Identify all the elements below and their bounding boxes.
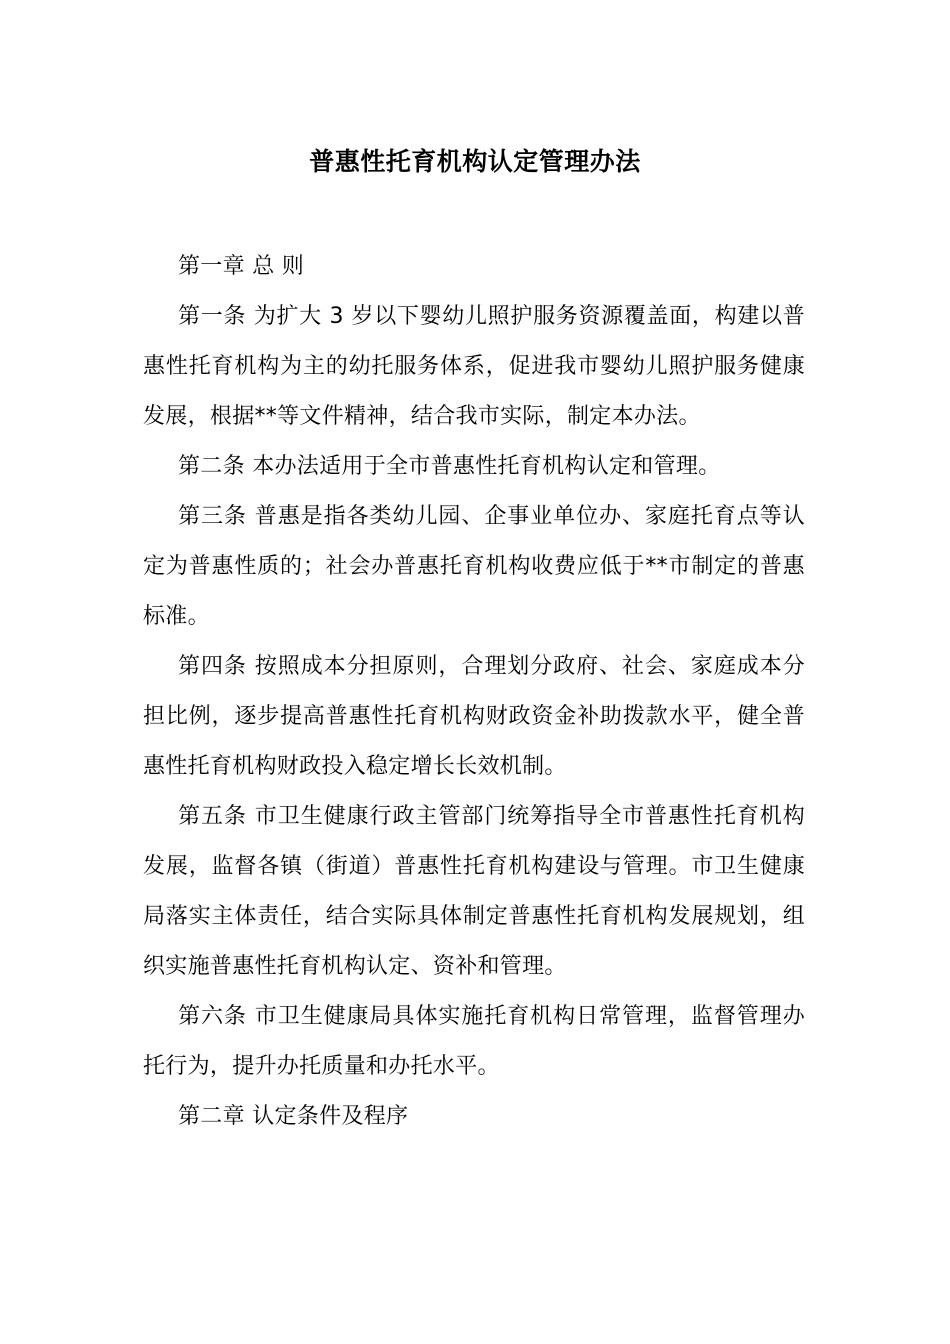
article-paragraph: 第二条 本办法适用于全市普惠性托育机构认定和管理。 (178, 454, 721, 479)
article-paragraph: 第一条 为扩大 3 岁以下婴幼儿照护服务资源覆盖面，构建以普惠性托育机构为主的幼托服务体系，促进我市婴幼儿照护服务健康发展，根据**等文件精神，结合我市实际，制定本办法。 (143, 304, 805, 429)
article-paragraph: 第四条 按照成本分担原则，合理划分政府、社会、家庭成本分担比例，逐步提高普惠性托育机构财政资金补助拨款水平，健全普惠性托育机构财政投入稳定增长长效机制。 (143, 654, 805, 779)
document-body (143, 242, 805, 1142)
document-title: 普惠性托育机构认定管理办法 (309, 147, 641, 176)
article-paragraph: 第六条 市卫生健康局具体实施托育机构日常管理，监督管理办托行为，提升办托质量和办托水平。 (143, 1004, 805, 1079)
chapter-heading: 第二章 认定条件及程序 (178, 1104, 409, 1129)
article-paragraph: 第五条 市卫生健康行政主管部门统筹指导全市普惠性托育机构发展，监督各镇（街道）普惠性托育机构建设与管理。市卫生健康局落实主体责任，结合实际具体制定普惠性托育机构发展规划，组织实施普惠性托育机构认定、资补和管理。 (143, 804, 805, 979)
chapter-heading: 第一章 总 则 (178, 254, 305, 279)
article-paragraph: 第三条 普惠是指各类幼儿园、企事业单位办、家庭托育点等认定为普惠性质的；社会办普惠托育机构收费应低于**市制定的普惠标准。 (143, 504, 805, 629)
